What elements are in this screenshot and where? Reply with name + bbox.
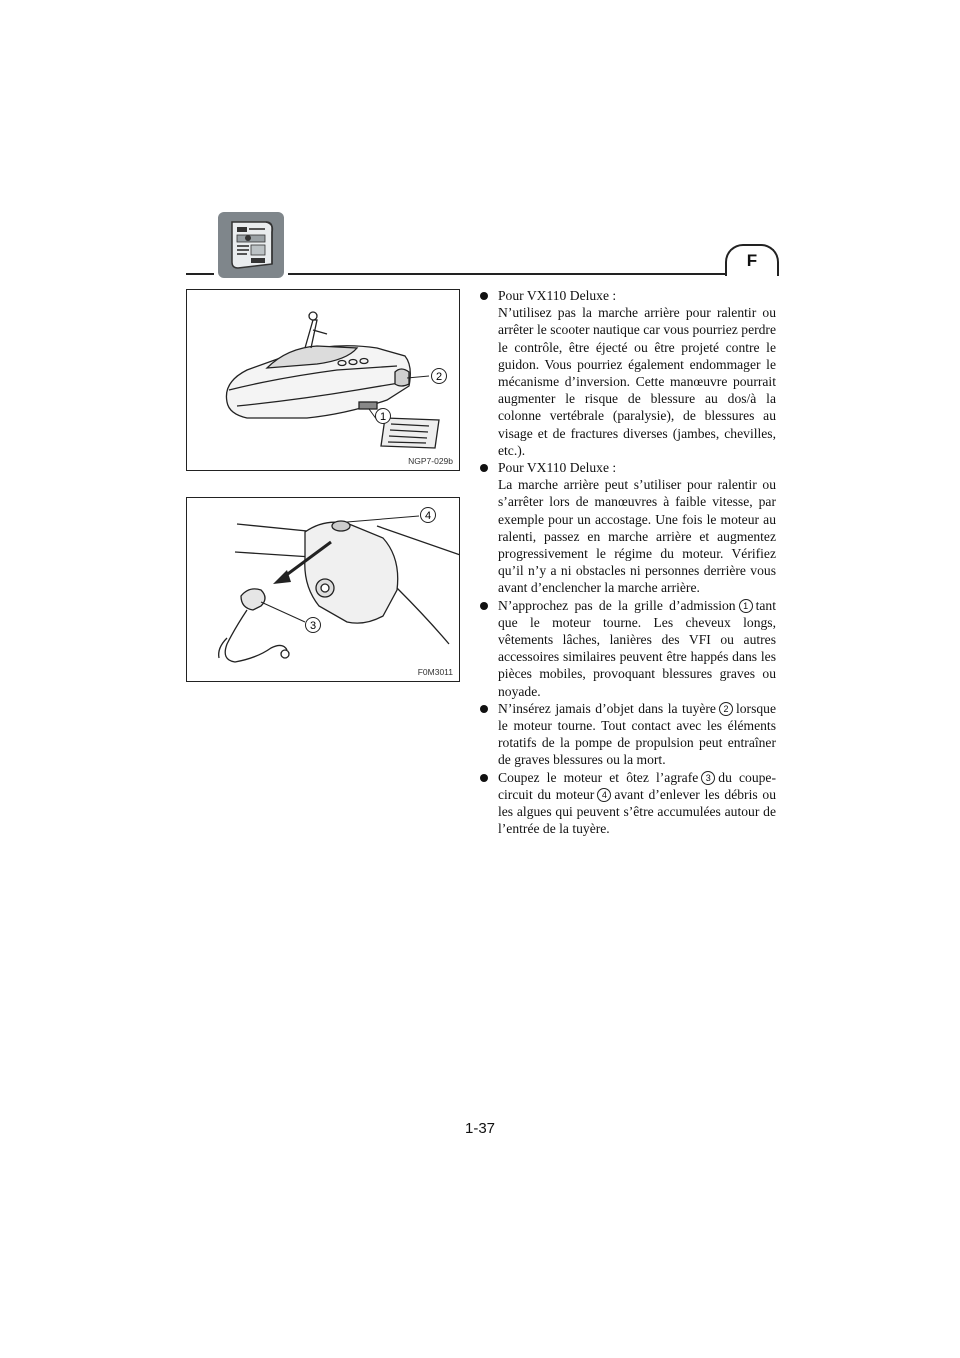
- bullet-icon: [480, 602, 488, 610]
- list-item: [480, 287, 776, 459]
- bullet-icon: [480, 464, 488, 472]
- figure-callout-4: 4: [424, 510, 432, 522]
- item-heading: Pour VX110 Deluxe :: [498, 460, 617, 476]
- figure-code: F0M3011: [417, 667, 453, 677]
- callout-number: 2: [719, 702, 733, 716]
- item-body: N’utilisez pas la marche arrière pour ralentir ou arrêter le scooter nautique car vous pourriez perdre le contrôle, être éjecté ou être projeté contre le guidon. Vous pourriez également endommager le mécanisme d’inversion. Cette manœuvre pourrait augmenter le risque de blessure au dos/à la colonne vertébrale (paralysie), de blessures au visage et de fractures diverses (jambes, chevilles, etc.).: [498, 305, 776, 458]
- item-body: N’insérez jamais d’objet dans la tuyère 2 lorsque le moteur tourne. Tout contact avec les éléments rotatifs de la pompe de propulsion peut entraîner de graves blessures ou la mort.: [498, 700, 776, 768]
- page-number: 1-37: [464, 1120, 496, 1137]
- callout-number: 3: [701, 771, 715, 785]
- header-rule-right: [288, 273, 776, 275]
- figure-code: NGP7-029b: [408, 456, 453, 466]
- item-body: Coupez le moteur et ôtez l’agrafe 3 du coupe-circuit du moteur 4 avant d’enlever les débris ou les algues qui peuvent s’être accumulées autour de l’entrée de la tuyère.: [498, 769, 776, 837]
- item-body: N’approchez pas de la grille d’admission 1 tant que le moteur tourne. Les cheveux longs, vêtements lâches, lanières des VFI ou autres accessoires similaires peuvent être happés dans les pièces mobiles, provoquant blessures graves ou noyade.: [498, 597, 776, 699]
- list-item: [480, 459, 776, 597]
- header-rule-left: [186, 273, 214, 275]
- item-body: La marche arrière peut s’utiliser pour ralentir ou s’arrêter lors de manœuvres à faible vitesse, par exemple pour un accostage. Une fois le moteur au ralenti, passez en marche arrière et augmentez progressivement le régime du moteur. Vérifiez qu’il n’y a ni obstacles ni personnes derrière vous avant d’enclencher la marche arrière.: [498, 477, 776, 596]
- item-heading: Pour VX110 Deluxe :: [498, 288, 617, 303]
- manual-book-icon: [218, 212, 284, 278]
- figure-shutoff-clip: [186, 497, 460, 682]
- bullet-icon: [480, 705, 488, 713]
- bullet-icon: [480, 292, 488, 300]
- list-item: [480, 597, 776, 700]
- language-tab: F: [725, 244, 779, 276]
- warning-list: [480, 287, 776, 838]
- list-item: [480, 769, 776, 838]
- list-item: [480, 700, 776, 769]
- callout-number: 4: [597, 788, 611, 802]
- figure-watercraft-intake: [186, 289, 460, 471]
- bullet-icon: [480, 774, 488, 782]
- figure-callout-3: 3: [309, 620, 317, 632]
- figure-callout-1: 1: [379, 411, 387, 423]
- callout-number: 1: [739, 599, 753, 613]
- figure-callout-2: 2: [435, 371, 443, 383]
